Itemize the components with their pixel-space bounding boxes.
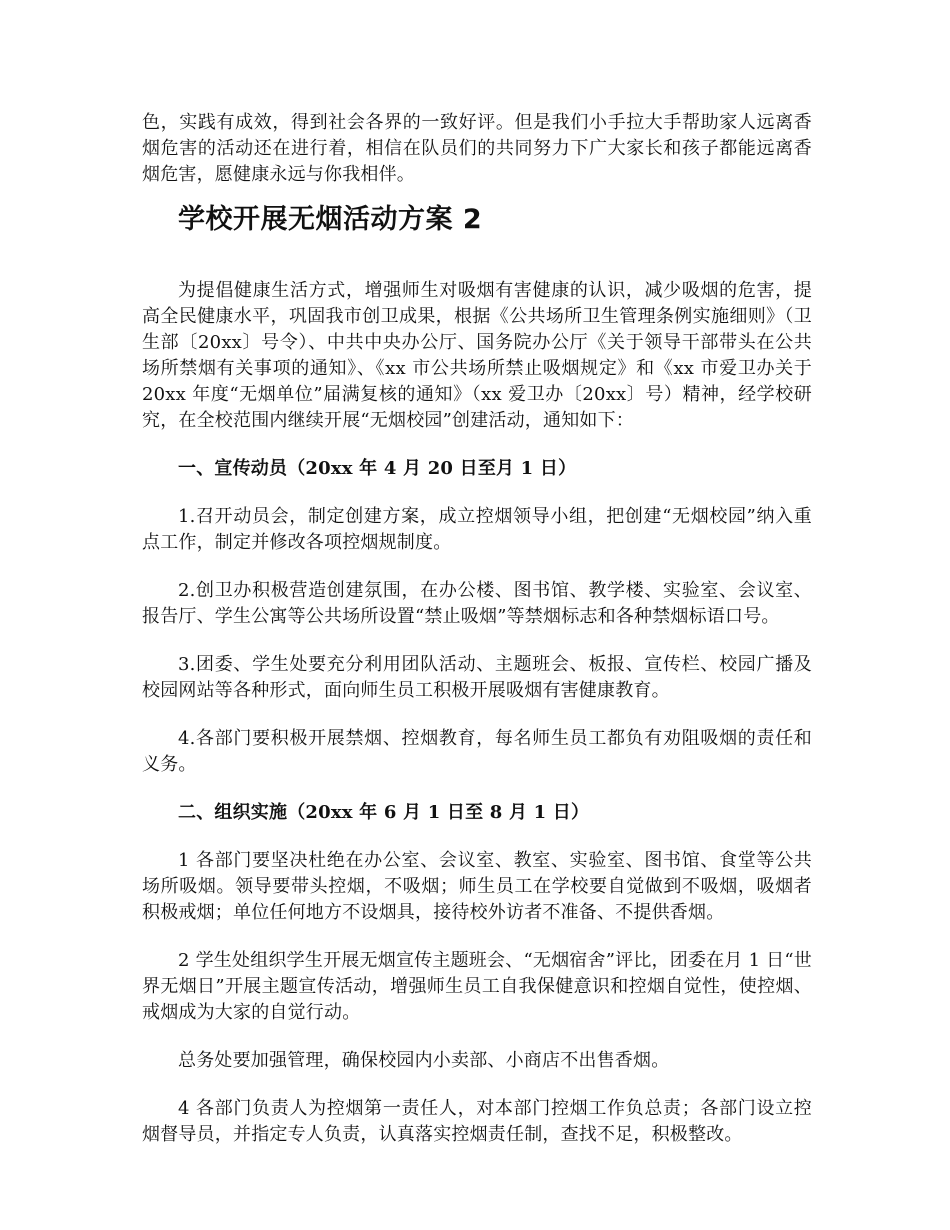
section-2-item-4: 4 各部门负责人为控烟第一责任人，对本部门控烟工作负总责；各部门设立控烟督导员，并指定专人负责，认真落实控烟责任制，查找不足，积极整改。 xyxy=(142,1098,812,1145)
section-1-item-2: 2.创卫办积极营造创建氛围，在办公楼、图书馆、教学楼、实验室、会议室、报告厅、学生公寓等公共场所设置“禁止吸烟”等禁烟标志和各种禁烟标语口号。 xyxy=(142,580,812,627)
document-page xyxy=(142,110,812,1148)
section-1-title: 一、宣传动员（20xx 年 4 月 20 日至月 1 日） xyxy=(178,458,577,479)
document-heading: 学校开展无烟活动方案 2 xyxy=(178,204,483,235)
section-1-item-1: 1.召开动员会，制定创建方案，成立控烟领导小组，把创建“无烟校园”纳入重点工作，制定并修改各项控烟规制度。 xyxy=(142,506,812,553)
section-2-item-1: 1 各部门要坚决杜绝在办公室、会议室、教室、实验室、图书馆、食堂等公共场所吸烟。领导要带头控烟，不吸烟；师生员工在学校要自觉做到不吸烟，吸烟者积极戒烟；单位任何地方不设烟具，接待校外访者不准备、不提供香烟。 xyxy=(142,850,812,923)
section-2-item-2: 2 学生处组织学生开展无烟宣传主题班会、“无烟宿舍”评比，团委在月 1 日“世界无烟日”开展主题宣传活动，增强师生员工自我保健意识和控烟自觉性，使控烟、戒烟成为大家的自觉行动。 xyxy=(142,950,812,1023)
section-1-item-4: 4.各部门要积极开展禁烟、控烟教育，每名师生员工都负有劝阻吸烟的责任和义务。 xyxy=(142,728,812,775)
section-1-item-3: 3.团委、学生处要充分利用团队活动、主题班会、板报、宣传栏、校园广播及校园网站等各种形式，面向师生员工积极开展吸烟有害健康教育。 xyxy=(142,654,812,701)
preamble-paragraph: 为提倡健康生活方式，增强师生对吸烟有害健康的认识，减少吸烟的危害，提高全民健康水平，巩固我市创卫成果，根据《公共场所卫生管理条例实施细则》（卫生部〔20xx〕号令）、中共中央办公厅、国务院办公厅《关于领导干部带头在公共场所禁烟有关事项的通知》、《xx 市公共场所禁止吸烟规定》和《xx 市爱卫办关于 20xx 年度“无烟单位”届满复核的通知》（xx 爱卫办〔20xx〕号）精神，经学校研究，在全校范围内继续开展“无烟校园”创建活动，通知如下： xyxy=(142,280,812,431)
intro-paragraph: 色，实践有成效，得到社会各界的一致好评。但是我们小手拉大手帮助家人远离香烟危害的活动还在进行着，相信在队员们的共同努力下广大家长和孩子都能远离香烟危害，愿健康永远与你我相伴。 xyxy=(142,112,812,185)
section-2-item-3: 总务处要加强管理，确保校园内小卖部、小商店不出售香烟。 xyxy=(178,1050,670,1071)
section-2-title: 二、组织实施（20xx 年 6 月 1 日至 8 月 1 日） xyxy=(178,802,590,823)
